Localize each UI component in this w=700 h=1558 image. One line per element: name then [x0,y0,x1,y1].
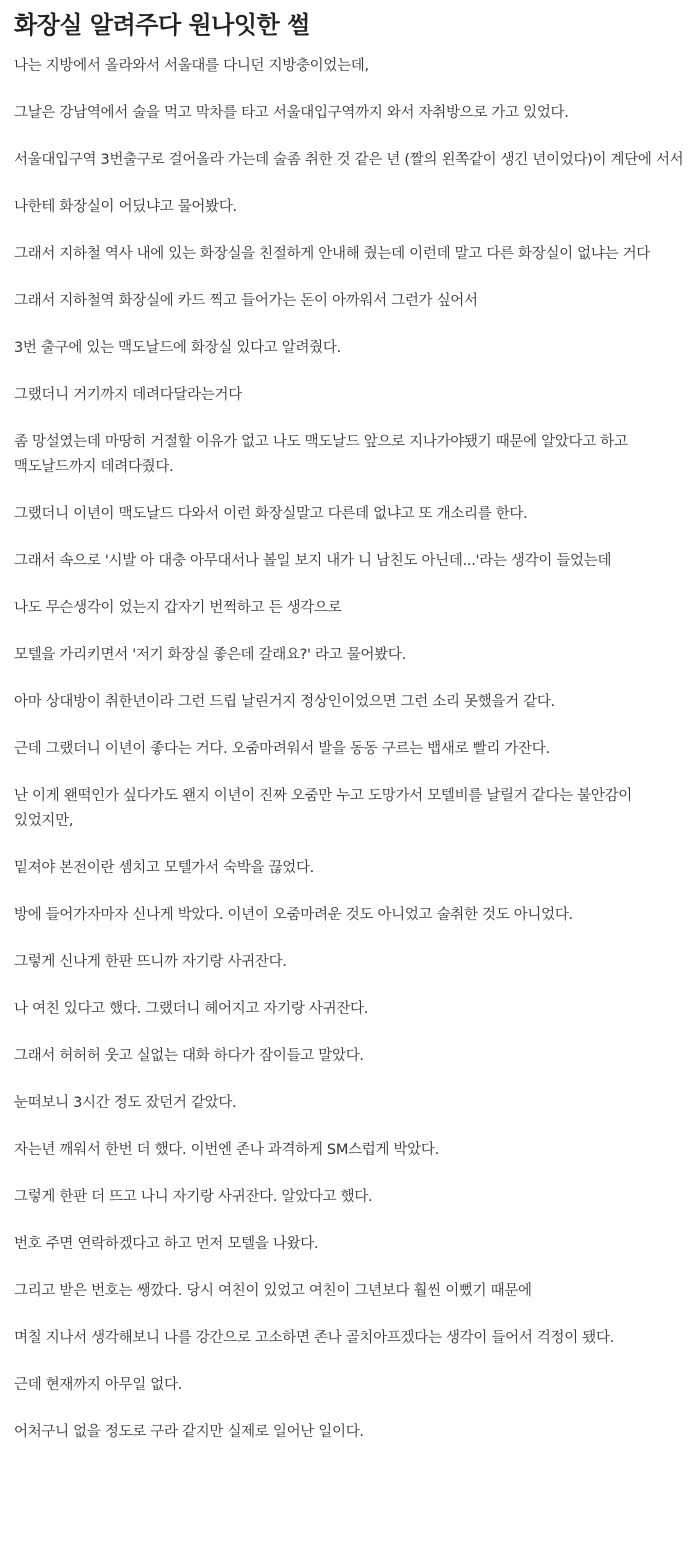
post-paragraph: 좀 망설였는데 마땅히 거절할 이유가 없고 나도 맥도날드 앞으로 지나가야됐기 때문에 알았다고 하고 맥도날드까지 데려다줬다. [14,434,628,475]
post-paragraph: 눈떠보니 3시간 정도 잤던거 같았다. [14,1095,237,1111]
post-paragraph: 나 여친 있다고 했다. 그랬더니 헤어지고 자기랑 사귀잔다. [14,1001,369,1017]
post-paragraph: 그래서 허허허 웃고 실없는 대화 하다가 잠이들고 말았다. [14,1048,364,1064]
post-paragraph: 그래서 지하철 역사 내에 있는 화장실을 친절하게 안내해 줬는데 이런데 말고 다른 화장실이 없냐는 거다 [14,246,651,262]
post-paragraph: 아마 상대방이 취한년이라 그런 드립 날린거지 정상인이었으면 그런 소리 못했을거 같다. [14,694,555,710]
post-paragraph: 번호 주면 연락하겠다고 하고 먼저 모텔을 나왔다. [14,1236,319,1252]
post-paragraph: 며칠 지나서 생각해보니 나를 강간으로 고소하면 존나 골치아프겠다는 생각이 들어서 걱정이 됐다. [14,1330,614,1346]
post-paragraph: 나한테 화장실이 어딨냐고 물어봤다. [14,199,237,215]
post-paragraph: 그리고 받은 번호는 쌩깠다. 당시 여친이 있었고 여친이 그년보다 훨씬 이뻤기 때문에 [14,1283,532,1299]
post-paragraph: 그랬더니 거기까지 데려다달라는거다 [14,387,242,403]
post-paragraph: 그날은 강남역에서 술을 먹고 막차를 타고 서울대입구역까지 와서 자취방으로 가고 있었다. [14,105,569,121]
post-paragraph: 나는 지방에서 올라와서 서울대를 다니던 지방충이었는데, [14,58,369,74]
post-title: 화장실 알려주다 원나잇한 썰 [14,11,310,39]
post-paragraph: 근데 현재까지 아무일 없다. [14,1377,183,1393]
post-paragraph: 자는년 깨워서 한번 더 했다. 이번엔 존나 과격하게 SM스럽게 박았다. [14,1142,439,1158]
post-paragraph: 그렇게 신나게 한판 뜨니까 자기랑 사귀잔다. [14,954,287,970]
post-paragraph: 그렇게 한판 더 뜨고 나니 자기랑 사귀잔다. 알았다고 했다. [14,1189,373,1205]
post-paragraph: 근데 그랬더니 이년이 좋다는 거다. 오줌마려워서 발을 동동 구르는 뱁새로 빨리 가잔다. [14,741,550,757]
post-paragraph: 모텔을 가리키면서 '저기 화장실 좋은데 갈래요?' 라고 물어봤다. [14,647,406,663]
post-paragraph: 방에 들어가자마자 신나게 박았다. 이년이 오줌마려운 것도 아니었고 술취한 것도 아니었다. [14,907,573,923]
post-body [14,54,694,1467]
post-paragraph: 나도 무슨생각이 었는지 갑자기 번쩍하고 든 생각으로 [14,600,342,616]
post-paragraph: 그랬더니 이년이 맥도날드 다와서 이런 화장실말고 다른데 없냐고 또 개소리를 한다. [14,506,528,522]
post-paragraph: 그래서 속으로 '시발 아 대충 아무대서나 볼일 보지 내가 니 남친도 아닌데...'라는 생각이 들었는데 [14,553,612,569]
post-paragraph: 3번 출구에 있는 맥도날드에 화장실 있다고 알려줬다. [14,340,341,356]
post-paragraph: 난 이게 왠떡인가 싶다가도 왠지 이년이 진짜 오줌만 누고 도망가서 모텔비를 날릴거 같다는 불안감이 있었지만, [14,788,633,829]
post-paragraph: 밑져야 본전이란 셈치고 모텔가서 숙박을 끊었다. [14,860,314,876]
post-paragraph: 서울대입구역 3번출구로 걸어올라 가는데 술좀 취한 것 같은 년 (짤의 왼쪽같이 생긴 년이었다)이 계단에 서서 [14,152,684,168]
post-paragraph: 그래서 지하철역 화장실에 카드 찍고 들어가는 돈이 아까워서 그런가 싶어서 [14,293,478,309]
post-paragraph: 어처구니 없을 정도로 구라 같지만 실제로 일어난 일이다. [14,1424,364,1440]
